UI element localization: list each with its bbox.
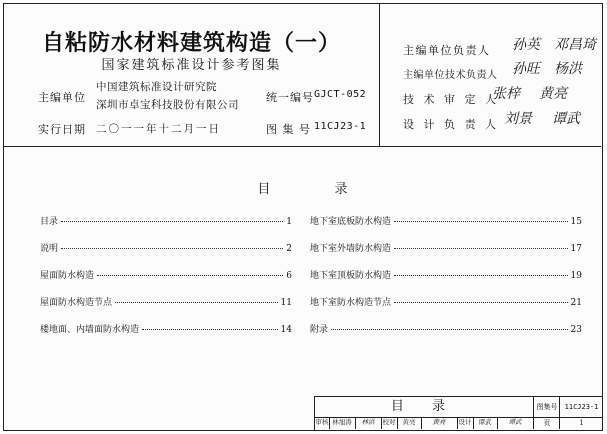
title-block-designer-signature: 谭武 — [497, 417, 534, 429]
toc-leader — [61, 220, 283, 222]
number-label: 统一编号 — [266, 91, 314, 104]
toc-entry-title: 附录 — [310, 325, 329, 335]
toc-entry-page: 15 — [570, 217, 582, 227]
title-block-designer-name: 谭武 — [473, 417, 498, 429]
atlas-subtitle: 国家建筑标准设计参考图集 — [101, 58, 282, 73]
toc-entry[interactable] — [310, 241, 582, 254]
toc-entry[interactable] — [40, 241, 292, 254]
atlas-number-value: 11CJ23-1 — [314, 121, 367, 132]
title-block-checker-name: 黄亮 — [397, 417, 422, 429]
toc-entry[interactable] — [310, 268, 582, 281]
toc-entry[interactable] — [40, 295, 292, 308]
toc-leader — [394, 247, 568, 249]
toc-leader — [394, 220, 568, 222]
toc-leader — [394, 301, 568, 303]
signature-3b: 黄亮 — [539, 86, 567, 102]
toc-entry-page: 14 — [280, 325, 292, 335]
atlas-number-label: 图 集 号 — [266, 123, 311, 136]
toc-entry-title: 地下室防水构造节点 — [310, 298, 392, 308]
date-value: 二〇一一年十二月一日 — [96, 123, 221, 135]
title-block-reviewer-label: 审核 — [315, 417, 330, 429]
signature-1a: 孙英 — [512, 37, 540, 53]
title-block-atlas-label: 图集号 — [533, 397, 560, 418]
toc-entry-page: 17 — [570, 244, 582, 254]
title-block-designer-label: 设计 — [457, 417, 474, 429]
signature-4b: 谭武 — [552, 111, 580, 127]
title-block-title: 目 录 — [315, 397, 534, 418]
editor-label: 主编单位 — [38, 91, 86, 104]
number-value: GJCT-052 — [314, 89, 367, 100]
cover-header — [4, 4, 601, 147]
toc-entry-title: 地下室顶板防水构造 — [310, 271, 392, 281]
toc-leader — [331, 328, 568, 330]
toc-entry[interactable] — [40, 214, 292, 227]
toc-entry[interactable] — [310, 322, 582, 335]
title-block-reviewer-name: 林旭涛 — [329, 417, 356, 429]
toc-entry-title: 屋面防水构造节点 — [40, 298, 113, 308]
toc-entry[interactable] — [40, 268, 292, 281]
resp-role-3: 技 术 审 定 人 — [403, 93, 499, 106]
title-block — [314, 396, 602, 430]
toc-entry-page: 19 — [570, 271, 582, 281]
toc-entry-page: 2 — [286, 244, 292, 254]
toc-entry-page: 6 — [286, 271, 292, 281]
toc-entry-page: 1 — [286, 217, 292, 227]
toc-entry[interactable] — [310, 214, 582, 227]
editor-unit-1: 中国建筑标准设计研究院 — [96, 81, 217, 93]
toc-entry-title: 屋面防水构造 — [40, 271, 95, 281]
toc-entry-title: 楼地面、内墙面防水构造 — [40, 325, 140, 335]
editor-unit-2: 深圳市卓宝科技股份有限公司 — [96, 99, 239, 111]
toc-leader — [142, 328, 278, 330]
drawing-sheet — [3, 3, 603, 431]
toc-entry-page: 23 — [570, 325, 582, 335]
toc-entry-page: 11 — [280, 298, 292, 308]
toc-leader — [97, 274, 283, 276]
date-label: 实行日期 — [38, 123, 86, 136]
toc-leader — [61, 247, 283, 249]
header-info-panel — [4, 4, 380, 146]
toc-entry-title: 说明 — [40, 244, 59, 254]
toc-entry-title: 地下室底板防水构造 — [310, 217, 392, 227]
signature-3a: 张梓 — [492, 86, 520, 102]
title-block-page-value: 1 — [559, 417, 603, 429]
resp-role-1: 主编单位负责人 — [403, 44, 491, 57]
title-block-checker-signature: 黄亮 — [421, 417, 458, 429]
toc-entry-page: 21 — [570, 298, 582, 308]
toc-leader — [115, 301, 278, 303]
signature-4a: 刘景 — [504, 111, 532, 127]
resp-role-4: 设 计 负 责 人 — [403, 118, 499, 131]
title-block-page-label: 页 — [533, 417, 560, 429]
toc-entry-title: 目录 — [40, 217, 59, 227]
signature-2a: 孙旺 — [512, 61, 540, 77]
toc-entry-title: 地下室外墙防水构造 — [310, 244, 392, 254]
signature-2b: 杨洪 — [554, 61, 582, 77]
toc-leader — [394, 274, 568, 276]
toc-heading: 目 录 — [257, 182, 378, 197]
title-block-atlas-value: 11CJ23-1 — [559, 397, 603, 418]
toc-entry[interactable] — [310, 295, 582, 308]
signature-1b: 邓昌琦 — [554, 37, 596, 53]
toc-entry[interactable] — [40, 322, 292, 335]
atlas-title: 自粘防水材料建筑构造（一） — [41, 31, 341, 56]
title-block-checker-label: 校对 — [381, 417, 398, 429]
title-block-reviewer-signature: 林洪 — [355, 417, 382, 429]
resp-role-2: 主编单位技术负责人 — [403, 70, 498, 81]
